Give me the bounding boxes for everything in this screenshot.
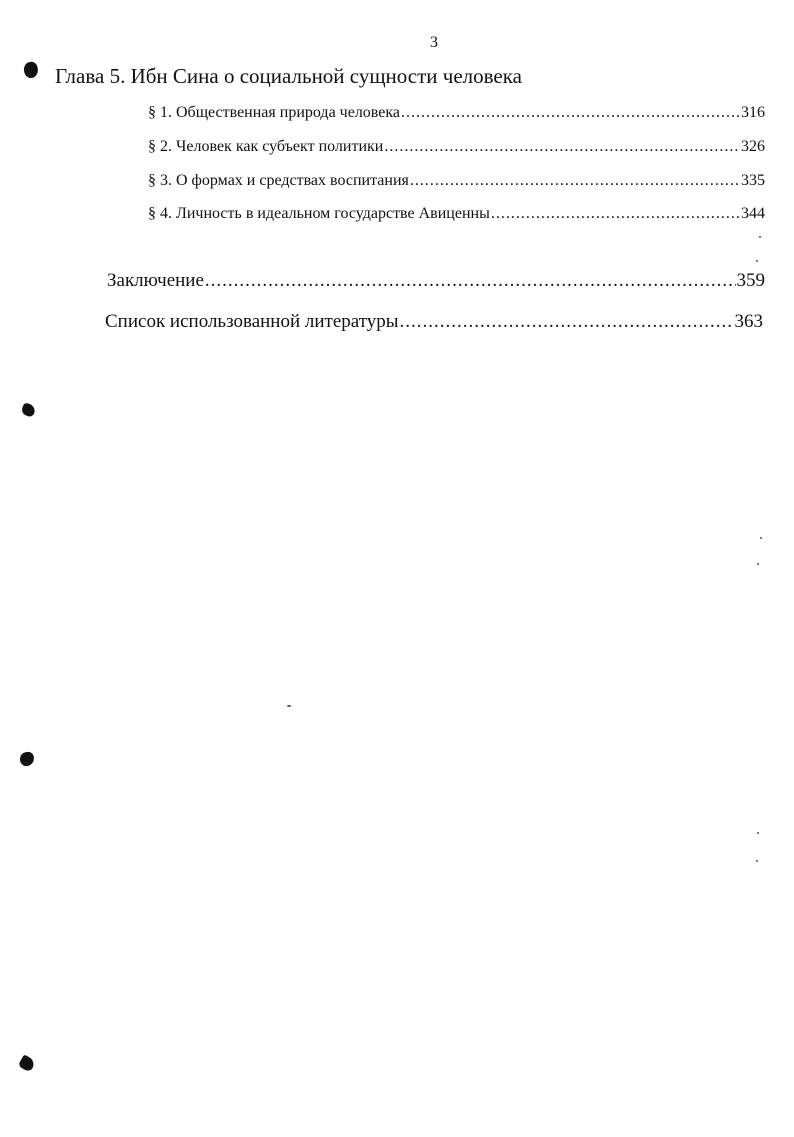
toc-section-label: § 3. О формах и средствах воспитания (148, 172, 409, 189)
dot-leader (205, 270, 736, 292)
toc-conclusion-row (107, 270, 765, 292)
dot-leader (491, 205, 740, 223)
toc-section-row (148, 104, 765, 122)
dot-leader (400, 311, 734, 333)
toc-section-page: 335 (741, 172, 765, 189)
toc-section-label: § 4. Личность в идеальном государстве Авиценны (148, 205, 490, 222)
toc-section-label: § 1. Общественная природа человека (148, 104, 400, 121)
toc-section-page: 344 (741, 205, 765, 222)
dot-leader (410, 172, 740, 190)
dot-leader (384, 138, 740, 156)
scan-speck (760, 537, 762, 539)
toc-entry-label: Список использованной литературы (105, 311, 399, 332)
toc-section-row (148, 172, 765, 190)
toc-bibliography-row (105, 311, 763, 333)
punch-hole-mark (18, 1054, 37, 1072)
scan-speck (756, 860, 758, 862)
toc-section-row (148, 138, 765, 156)
dot-leader (401, 104, 740, 122)
punch-hole-mark (19, 751, 35, 767)
scan-speck (757, 563, 759, 565)
toc-section-label: § 2. Человек как субъект политики (148, 138, 384, 155)
scan-speck (756, 260, 758, 262)
scan-speck (757, 832, 759, 834)
toc-section-page: 316 (741, 104, 765, 121)
scan-speck (287, 705, 291, 707)
chapter-title: Глава 5. Ибн Сина о социальной сущности человека (55, 64, 522, 88)
page-number: 3 (430, 34, 438, 51)
toc-section-page: 326 (741, 138, 765, 155)
toc-entry-page: 363 (734, 311, 763, 332)
punch-hole-mark (20, 402, 36, 418)
toc-section-row (148, 205, 765, 223)
scan-speck (759, 236, 761, 238)
toc-entry-page: 359 (736, 270, 765, 291)
toc-entry-label: Заключение (107, 270, 204, 291)
punch-hole-mark (22, 60, 40, 79)
